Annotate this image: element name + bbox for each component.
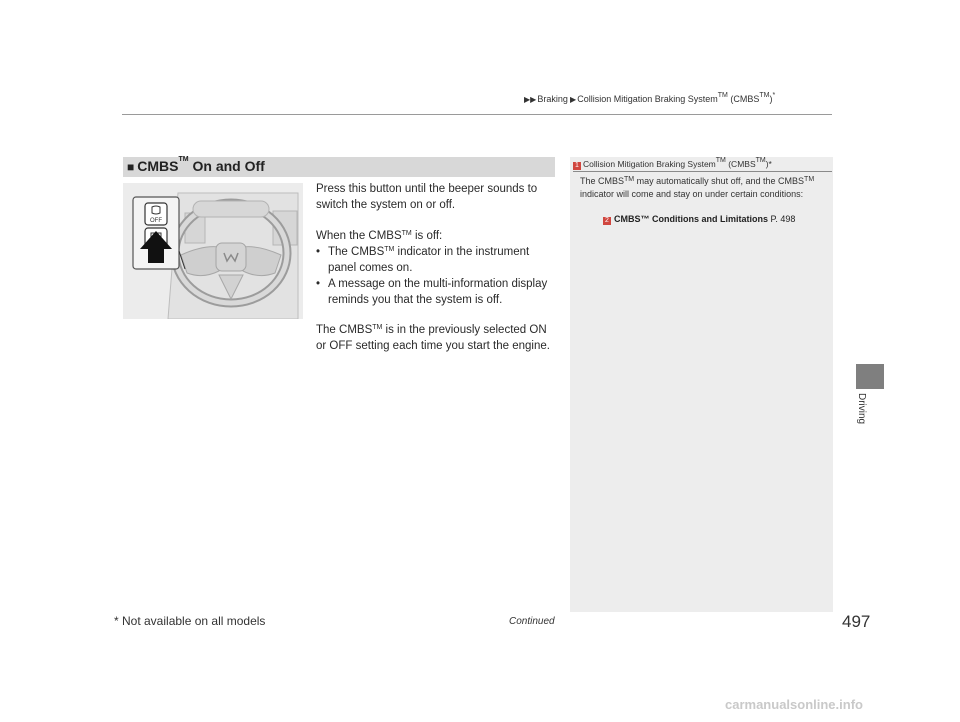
- page-number: 497: [842, 612, 871, 631]
- reference-icon: 2: [603, 217, 611, 225]
- instruction-paragraph: Press this button until the beeper sounds to switch the system on or off.: [316, 183, 538, 211]
- setting-paragraph: The CMBS™ is in the previously selected ON or OFF setting each time you start the engine.: [316, 324, 550, 352]
- list-item: • The CMBS™ indicator in the instrument panel comes on.: [316, 246, 530, 274]
- bullet-icon: •: [316, 278, 321, 290]
- steering-wheel-illustration: [123, 183, 303, 319]
- section-bullet-icon: ■: [127, 160, 135, 174]
- section-title: ■ CMBS™ On and Off: [127, 156, 265, 174]
- chapter-tab-marker: [856, 364, 884, 389]
- side-note-text: The CMBS™ may automatically shut off, and the CMBS™ indicator will come and stay on under certain conditions:: [580, 176, 815, 199]
- header-rule: [122, 114, 832, 115]
- list-item: • A message on the multi-information display reminds you that the system is off.: [316, 278, 548, 306]
- note-number-icon: 1: [573, 162, 581, 170]
- side-note-panel: [570, 157, 833, 612]
- off-button-label: OFF: [150, 218, 162, 224]
- cross-reference-link[interactable]: 2 CMBS™ Conditions and Limitations P. 498: [603, 214, 795, 225]
- continued-label: Continued: [509, 616, 555, 627]
- side-note-heading: 1 Collision Mitigation Braking System™ (CMBS™)*: [573, 159, 772, 170]
- side-note-rule: [573, 171, 832, 172]
- watermark: carmanualsonline.info: [725, 697, 863, 712]
- footnote: * Not available on all models: [114, 614, 266, 628]
- dashboard-drawing: [123, 183, 303, 319]
- chapter-tab-label: Driving: [856, 393, 867, 425]
- breadcrumb-item-braking: Braking: [537, 94, 568, 104]
- double-arrow-icon: ▶▶: [524, 95, 537, 104]
- breadcrumb-item-cmbs: Collision Mitigation Braking System™ (CMBS™)*: [577, 92, 776, 104]
- when-off-heading: When the CMBS™ is off:: [316, 230, 443, 242]
- bullet-icon: •: [316, 246, 321, 258]
- arrow-icon: ▶: [567, 95, 577, 104]
- breadcrumb: [524, 94, 775, 104]
